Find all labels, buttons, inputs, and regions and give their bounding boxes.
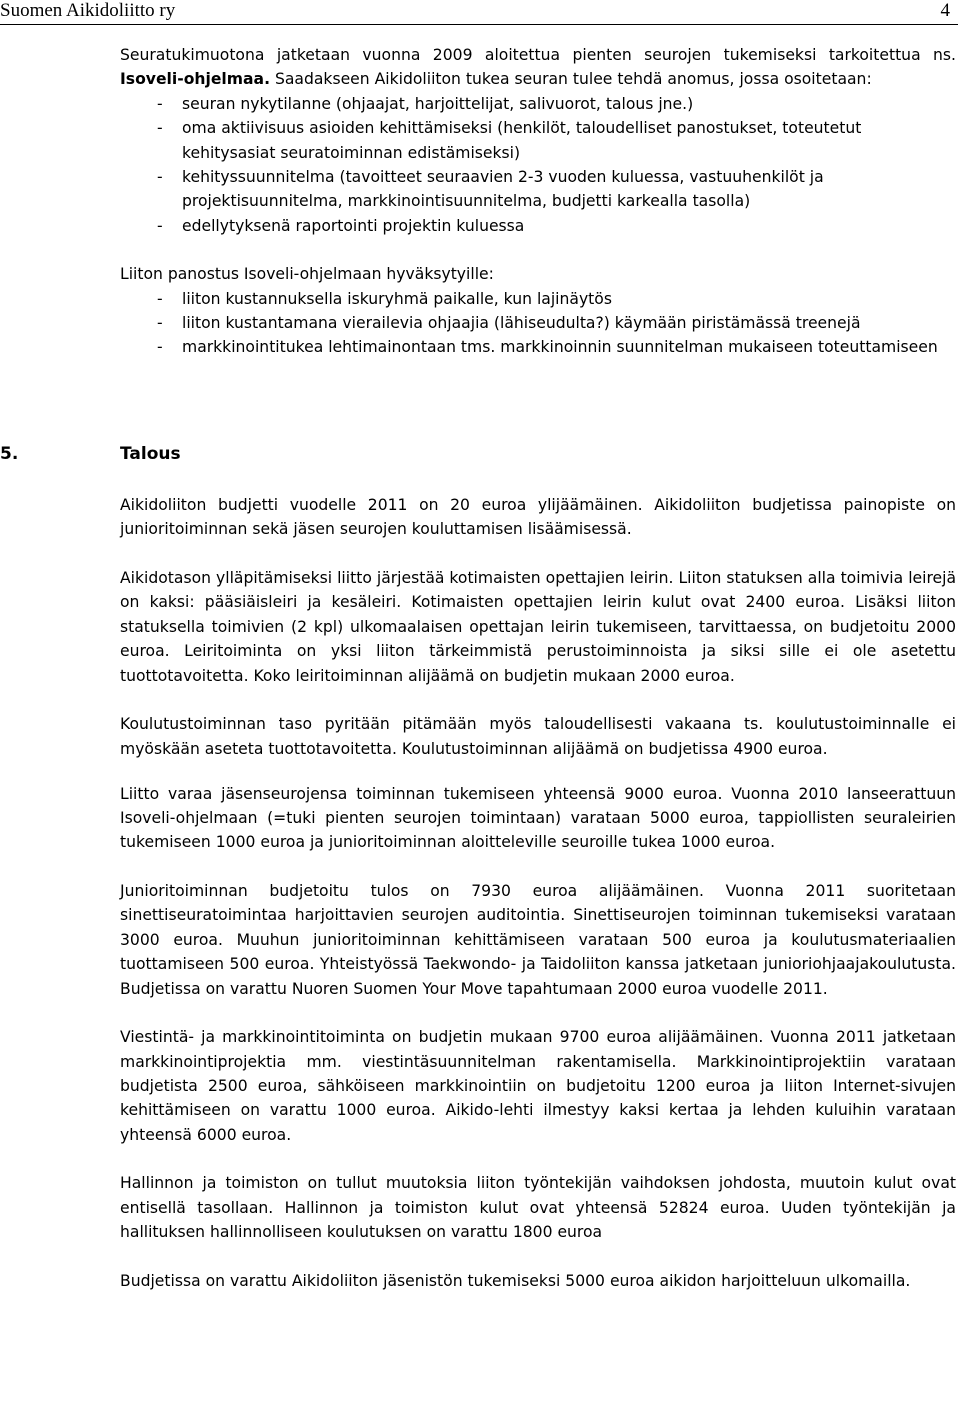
section-number: 5. bbox=[0, 444, 19, 464]
paragraph: Viestintä- ja markkinointitoiminta on budjetin mukaan 9700 euroa alijäämäinen. Vuonna 2011 jatketaan markkinointiprojektia mm. viestintäsuunnitelman rakentamisella. Markkinointiprojektiin varataan budjetista 2500 euroa, sähköiseen markkinointiin on budjetoitu 1200 euroa ja liiton Internet-sivujen kehittämiseen on varattu 1000 euroa. Aikido-lehti ilmestyy kaksi kertaa ja lehden kuluihin varataan yhteensä 6000 euroa. bbox=[120, 1028, 956, 1144]
talous-section bbox=[120, 493, 956, 1293]
application-requirements-list bbox=[120, 92, 956, 238]
list-item: - liiton kustantamana vierailevia ohjaajia (lähiseudulta?) käymään piristämässä treenejä bbox=[120, 311, 956, 335]
paragraph: Hallinnon ja toimiston on tullut muutoksia liiton työntekijän vaihdoksen johdosta, muutoin kulut ovat entisellä tasollaan. Hallinnon ja toimiston kulut ovat yhteensä 52824 euroa. Uuden työntekijän ja hallituksen hallinnolliseen koulutuksen on varattu 1800 euroa bbox=[120, 1174, 956, 1242]
intro-text-start: Seuratukimuotona jatketaan vuonna 2009 aloitettua pienten seurojen tukemiseksi tarkoitettua ns. bbox=[120, 46, 956, 64]
list-item: - oma aktiivisuus asioiden kehittämiseksi (henkilöt, taloudelliset panostukset, toteutetut kehitysasiat seuratoiminnan edistämiseksi) bbox=[120, 116, 956, 165]
list-item: - kehityssuunnitelma (tavoitteet seuraavien 2-3 vuoden kuluessa, vastuuhenkilöt ja projektisuunnitelma, markkinointisuunnitelma, budjetti karkealla tasolla) bbox=[120, 165, 956, 214]
list-item: - seuran nykytilanne (ohjaajat, harjoittelijat, salivuorot, talous jne.) bbox=[120, 92, 956, 116]
list-item: - edellytyksenä raportointi projektin kuluessa bbox=[120, 214, 956, 238]
page-number: 4 bbox=[940, 0, 950, 21]
page-header bbox=[0, 0, 958, 25]
paragraph: Budjetissa on varattu Aikidoliiton jäsenistön tukemiseksi 5000 euroa aikidon harjoitteluun ulkomailla. bbox=[120, 1271, 911, 1290]
paragraph: Aikidotason ylläpitämiseksi liitto järjestää kotimaisten opettajien leirin. Liiton statuksen alla toimivia leirejä on kaksi: pääsiäisleiri ja kesäleiri. Kotimaisten opettajien leirin kulut ovat 2400 euroa. Lisäksi liiton statuksella toimivien (2 kpl) ulkomaalaisen opettajan leirin tukemiseen, tarvittaessa, on budjetoitu 2000 euroa. Leiritoiminta on yksi liiton tärkeimmistä perustoiminnoista ja siksi sille ei ole asetettu tuottotavoitetta. Koko leiritoiminnan alijäämä on budjetin mukaan 2000 euroa. bbox=[120, 569, 956, 685]
list-item: - liiton kustannuksella iskuryhmä paikalle, kun lajinäytös bbox=[120, 287, 956, 311]
paragraph: Liitto varaa jäsenseurojensa toiminnan tukemiseen yhteensä 9000 euroa. Vuonna 2010 lanseerattuun Isoveli-ohjelmaan (=tuki pienten seurojen toimintaan) varataan 5000 euroa, tappiollisten seuraleirien tukemiseen 1000 euroa ja junioritoiminnan aloitteleville seuroille tukea 1000 euroa. bbox=[120, 784, 956, 852]
paragraph: Junioritoiminnan budjetoitu tulos on 7930 euroa alijäämäinen. Vuonna 2011 suoritetaan sinettiseuratoimintaa harjoittavien seurojen auditointia. Sinettiseurojen toiminnan tukemiseksi varataan 3000 euroa. Muuhun junioritoiminnan kehittämiseen varataan 500 euroa ja koulutusmateriaalien tuottamiseen 500 euroa. Yhteistyössä Taekwondo- ja Taidoliiton kanssa jatketaan junioriohjaajakoulutusta. Budjetissa on varattu Nuoren Suomen Your Move tapahtumaan 2000 euroa vuodelle 2011. bbox=[120, 882, 956, 998]
list-item: - markkinointitukea lehtimainontaan tms. markkinoinnin suunnitelman mukaiseen toteuttamiseen bbox=[120, 335, 956, 359]
paragraph: Koulutustoiminnan taso pyritään pitämään myös taloudellisesti vakaana ts. koulutustoiminnalle ei myöskään aseteta tuottotavoitetta. Koulutustoiminnan alijäämä on budjetissa 4900 euroa. bbox=[120, 715, 956, 758]
paragraph: Aikidoliiton budjetti vuodelle 2011 on 20 euroa ylijäämäinen. Aikidoliiton budjetissa painopiste on junioritoiminnan sekä jäsen seurojen kouluttamisen lisäämisessä. bbox=[120, 496, 956, 539]
intro-text-end: Saadakseen Aikidoliiton tukea seuran tulee tehdä anomus, jossa osoitetaan: bbox=[270, 70, 872, 89]
isoveli-program-name: Isoveli-ohjelmaa. bbox=[120, 70, 270, 89]
isoveli-intro-paragraph bbox=[120, 43, 956, 92]
support-list bbox=[120, 287, 956, 360]
isoveli-section bbox=[120, 43, 956, 360]
support-heading: Liiton panostus Isoveli-ohjelmaan hyväksytyille: bbox=[120, 265, 494, 284]
organization-name: Suomen Aikidoliitto ry bbox=[0, 0, 176, 21]
section-title: Talous bbox=[120, 444, 181, 464]
